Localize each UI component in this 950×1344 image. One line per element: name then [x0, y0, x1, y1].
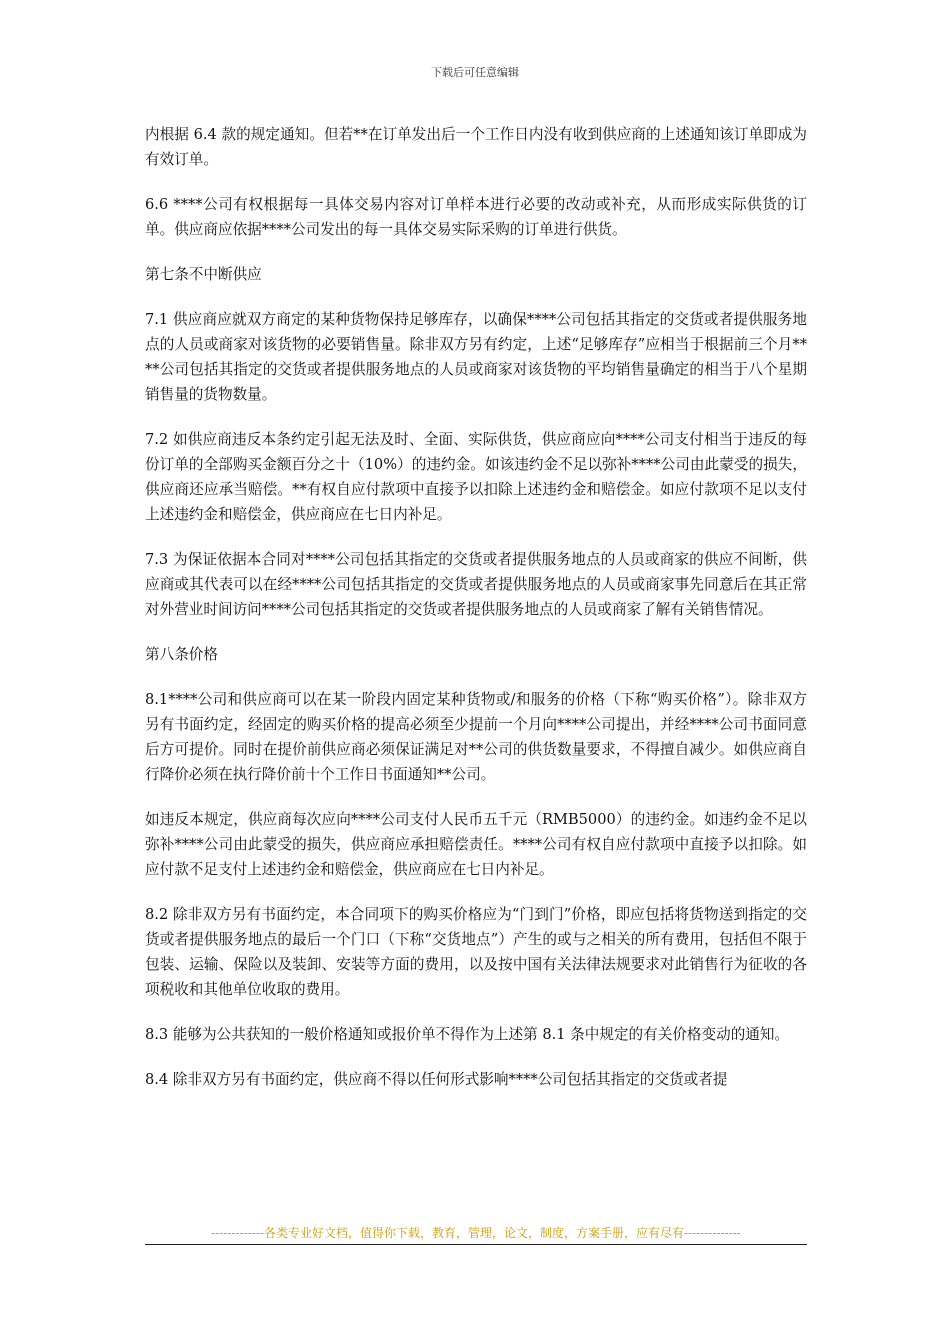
paragraph: 7.2 如供应商违反本条约定引起无法及时、全面、实际供货，供应商应向****公司支付相当于违反的每份订单的全部购买金额百分之十（10%）的违约金。如该违约金不足以弥补****公司由此蒙受的损失，供应商还应承当赔偿。**有权自应付款项中直接予以扣除上述违约金和赔偿金。如应付款项不足以支付上述违约金和赔偿金，供应商应在七日内补足。 — [145, 431, 807, 523]
paragraph: 内根据 6.4 款的规定通知。但若**在订单发出后一个工作日内没有收到供应商的上述通知该订单即成为有效订单。 — [145, 126, 807, 168]
document-body — [145, 122, 807, 1112]
paragraph: 8.4 除非双方另有书面约定，供应商不得以任何形式影响****公司包括其指定的交货或者提 — [145, 1071, 728, 1088]
paragraph: 8.2 除非双方另有书面约定，本合同项下的购买价格应为“门到门”价格，即应包括将货物送到指定的交货或者提供服务地点的最后一个门口（下称“交货地点”）产生的或与之相关的所有费用，包括但不限于包装、运输、保险以及装卸、安装等方面的费用，以及按中国有关法律法规要求对此销售行为征收的各项税收和其他单位收取的费用。 — [145, 906, 807, 998]
paragraph: 7.3 为保证依据本合同对****公司包括其指定的交货或者提供服务地点的人员或商家的供应不间断，供应商或其代表可以在经****公司包括其指定的交货或者提供服务地点的人员或商家事先同意后在其正常对外营业时间访问****公司包括其指定的交货或者提供服务地点的人员或商家了解有关销售情况。 — [145, 551, 807, 618]
page-footer: -------------各类专业好文档，值得你下载，教育，管理，论文，制度，方案手册，应有尽有-------------- — [211, 1226, 741, 1240]
paragraph: 6.6 ****公司有权根据每一具体交易内容对订单样本进行必要的改动或补充，从而形成实际供货的订单。供应商应依据****公司发出的每一具体交易实际采购的订单进行供货。 — [145, 196, 807, 238]
paragraph: 8.3 能够为公共获知的一般价格通知或报价单不得作为上述第 8.1 条中规定的有关价格变动的通知。 — [145, 1026, 790, 1043]
paragraph: 7.1 供应商应就双方商定的某种货物保持足够库存，以确保****公司包括其指定的交货或者提供服务地点的人员或商家对该货物的必要销售量。除非双方另有约定，上述“足够库存”应相当于根据前三个月****公司包括其指定的交货或者提供服务地点的人员或商家对该货物的平均销售量确定的相当于八个星期销售量的货物数量。 — [145, 311, 807, 403]
footer-divider — [145, 1244, 807, 1245]
section-heading: 第八条价格 — [145, 646, 218, 663]
page-header: 下载后可任意编辑 — [431, 66, 519, 79]
section-heading: 第七条不中断供应 — [145, 266, 262, 283]
paragraph: 如违反本规定，供应商每次应向****公司支付人民币五千元（RMB5000）的违约金。如违约金不足以弥补****公司由此蒙受的损失，供应商应承担赔偿责任。****公司有权自应付款项中直接予以扣除。如应付款不足支付上述违约金和赔偿金，供应商应在七日内补足。 — [145, 811, 807, 878]
paragraph: 8.1****公司和供应商可以在某一阶段内固定某种货物或/和服务的价格（下称“购买价格”）。除非双方另有书面约定，经固定的购买价格的提高必须至少提前一个月向****公司提出，并经****公司书面同意后方可提价。同时在提价前供应商必须保证满足对**公司的供货数量要求，不得擅自减少。如供应商自行降价必须在执行降价前十个工作日书面通知**公司。 — [145, 691, 807, 783]
